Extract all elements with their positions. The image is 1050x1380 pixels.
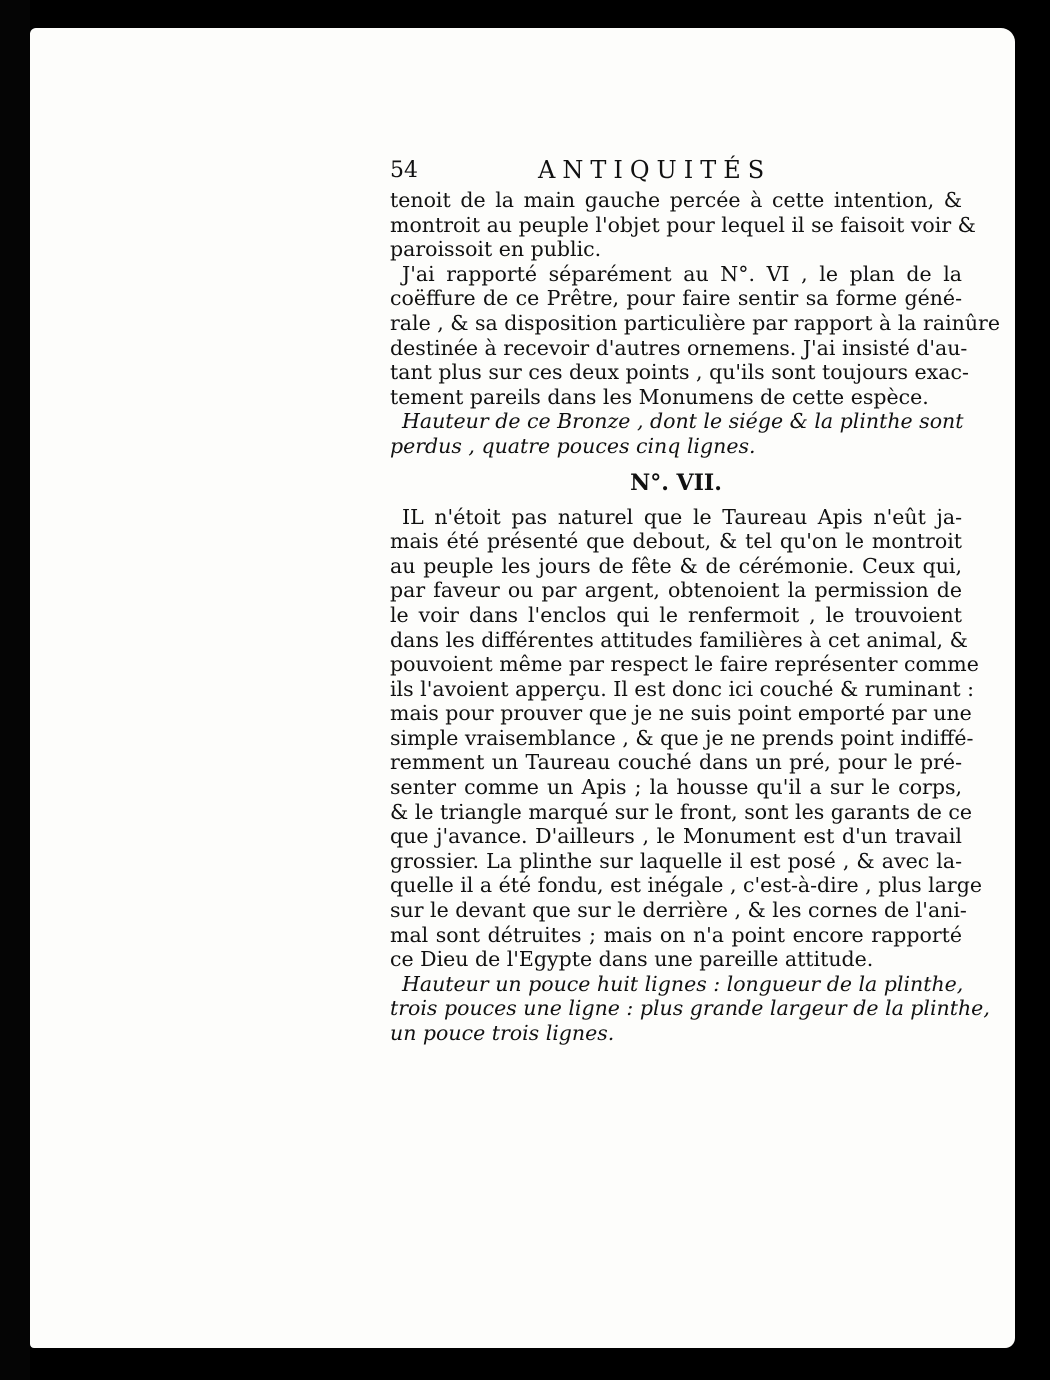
measurement-note-1 bbox=[390, 409, 962, 458]
text-line: pouvoient même par respect le faire représenter comme bbox=[390, 652, 979, 677]
text-line: Hauteur un pouce huit lignes : longueur de la plinthe, bbox=[402, 971, 964, 996]
text-line: trois pouces une ligne : plus grande largeur de la plinthe, bbox=[390, 996, 990, 1021]
text-line: simple vraisemblance , & que je ne prends point indiffé- bbox=[390, 725, 974, 750]
text-line: J'ai rapporté séparément au N°. VI , le plan de la bbox=[402, 261, 962, 286]
measurement-note-2 bbox=[390, 971, 990, 1046]
page-header bbox=[390, 156, 962, 188]
paragraph-1 bbox=[390, 188, 976, 262]
text-line: Hauteur de ce Bronze , dont le siége & la plinthe sont bbox=[402, 409, 964, 434]
text-line: remment un Taureau couché dans un pré, pour le pré- bbox=[390, 750, 962, 775]
paragraph-3 bbox=[390, 504, 982, 972]
text-line: IL n'étoit pas naturel que le Taureau Apis n'eût ja- bbox=[402, 504, 962, 529]
page-number: 54 bbox=[390, 158, 418, 183]
paragraph-2 bbox=[390, 261, 1000, 410]
text-line: destinée à recevoir d'autres ornemens. J'ai insisté d'au- bbox=[390, 335, 968, 360]
text-line: montroit au peuple l'objet pour lequel il se faisoit voir & bbox=[390, 212, 976, 237]
section-heading: N°. VII. bbox=[630, 469, 722, 496]
text-line: senter comme un Apis ; la housse qu'il a sur le corps, bbox=[390, 775, 962, 800]
text-line: tant plus sur ces deux points , qu'ils sont toujours exac- bbox=[390, 360, 969, 385]
text-line: au peuple les jours de fête & de cérémonie. Ceux qui, bbox=[390, 553, 962, 578]
text-line: perdus , quatre pouces cinq lignes. bbox=[390, 433, 756, 458]
text-line: mais pour prouver que je ne suis point emporté par une bbox=[390, 701, 972, 726]
book-page bbox=[30, 28, 1015, 1348]
text-line: coëffure de ce Prêtre, pour faire sentir sa forme géné- bbox=[390, 286, 962, 311]
text-line: dans les différentes attitudes familières à cet animal, & bbox=[390, 627, 968, 652]
text-line: paroissoit en public. bbox=[390, 237, 602, 262]
text-line: rale , & sa disposition particulière par rapport à la rainûre bbox=[390, 310, 1000, 335]
text-line: le voir dans l'enclos qui le renfermoit , le trouvoient bbox=[390, 602, 962, 627]
text-line: mais été présenté que debout, & tel qu'on le montroit bbox=[390, 529, 962, 554]
text-line: tenoit de la main gauche percée à cette intention, & bbox=[390, 188, 962, 212]
running-title: ANTIQUITÉS bbox=[538, 156, 772, 184]
text-line: mal sont détruites ; mais on n'a point encore rapporté bbox=[390, 922, 962, 947]
text-line: que j'avance. D'ailleurs , le Monument est d'un travail bbox=[390, 824, 962, 849]
text-line: tement pareils dans les Monumens de cette espèce. bbox=[390, 384, 929, 409]
text-line: par faveur ou par argent, obtenoient la permission de bbox=[390, 578, 962, 603]
text-line: ce Dieu de l'Egypte dans une pareille attitude. bbox=[390, 947, 874, 972]
text-line: un pouce trois lignes. bbox=[390, 1021, 615, 1045]
text-line: ils l'avoient apperçu. Il est donc ici couché & ruminant : bbox=[390, 676, 975, 701]
text-line: quelle il a été fondu, est inégale , c'est-à-dire , plus large bbox=[390, 873, 982, 898]
text-line: & le triangle marqué sur le front, sont les garants de ce bbox=[390, 799, 972, 824]
text-block bbox=[390, 156, 1000, 1046]
text-line: grossier. La plinthe sur laquelle il est posé , & avec la- bbox=[390, 848, 962, 873]
text-line: sur le devant que sur le derrière , & les cornes de l'ani- bbox=[390, 898, 967, 923]
scan-edge bbox=[0, 0, 30, 1380]
